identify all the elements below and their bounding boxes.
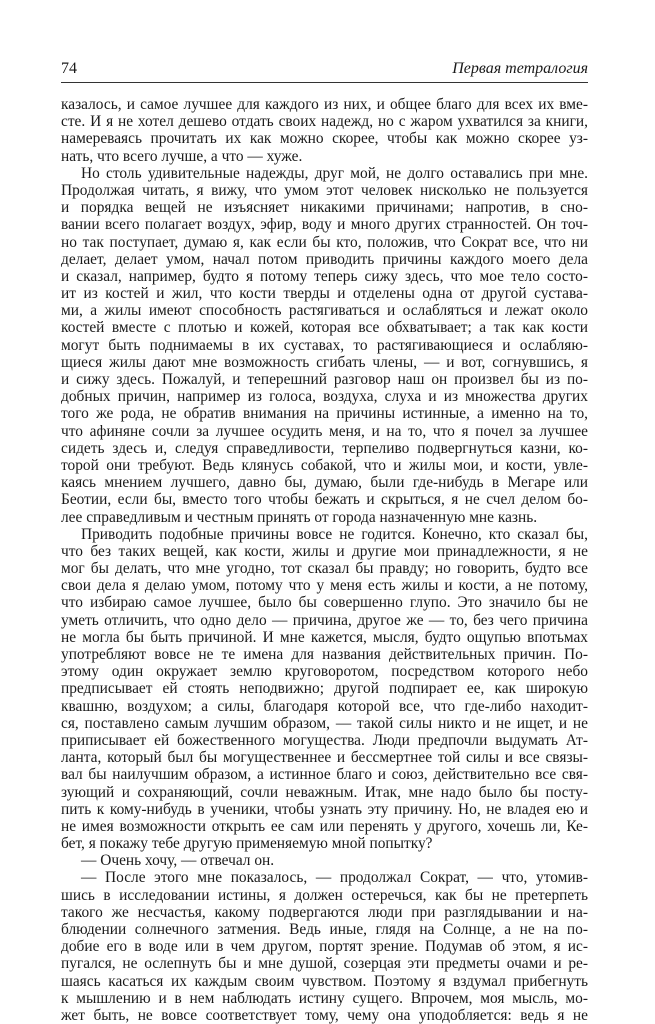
book-page bbox=[61, 0, 588, 1024]
text-line: щиеся жилы дают мне возможность сгибать члены, — и вот, согнувшись, я bbox=[61, 353, 588, 371]
text-line: жет быть, не вовсе соответствует тому, чему она уподобляется: ведь я не bbox=[61, 1006, 588, 1024]
text-line: и сижу здесь. Пожалуй, и теперешний разговор наш он произвел бы из по- bbox=[61, 371, 588, 388]
text-line: — Очень хочу, — отвечал он. bbox=[81, 852, 275, 870]
text-line: бет, я покажу тебе другую применяемую мной попытку? bbox=[61, 835, 433, 853]
text-line: — После этого мне показалось, — продолжал Сократ, — что, утомив- bbox=[81, 869, 588, 887]
text-line: ит из костей и жил, что кости тверды и отделены одна от другой сустава- bbox=[61, 285, 588, 303]
text-line: делает, делает умом, начал потом приводить причины каждого моего дела bbox=[61, 250, 588, 268]
text-line: шись в исследовании истины, я должен остеречься, как бы не претерпеть bbox=[61, 886, 588, 904]
text-line: что без таких вещей, как кости, жилы и другие мои принадлежности, я не bbox=[61, 542, 588, 560]
text-line: Продолжая читать, я вижу, что умом этот человек нисколько не пользуется bbox=[61, 181, 588, 199]
text-line: зующий и сохраняющий, сочли неважным. Итак, мне надо было бы посту- bbox=[61, 783, 588, 801]
text-line: блюдении солнечного затмения. Ведь иные, глядя на Солнце, а не на по- bbox=[61, 921, 588, 938]
text-line: ся, поставлено самым лучшим образом, — такой силы никто и не ищет, и не bbox=[61, 714, 588, 732]
text-line: приписывает ей божественного могущества. Люди предпочли выдумать Ат- bbox=[61, 731, 588, 749]
text-line: не имея возможности открыть ее сам или перенять у другого, хочешь ли, Ке- bbox=[61, 817, 588, 835]
text-line: могут быть поднимаемы в их суставах, то растягивающиеся и ослабляю- bbox=[61, 336, 588, 354]
text-line: такого же несчастья, какому подвергаются люди при разглядывании и на- bbox=[61, 903, 588, 921]
text-line: торой они требуют. Ведь клянусь собакой, что и жилы мои, и кости, увле- bbox=[61, 456, 588, 474]
text-line: сидеть здесь и, следуя справедливости, терпеливо подвергнуться казни, ко- bbox=[61, 439, 588, 457]
text-line: вании всего полагает воздух, эфир, воду и много других странностей. Он точ- bbox=[61, 216, 588, 234]
text-line: казалось, и самое лучшее для каждого из них, и общее благо для всех их вме- bbox=[61, 96, 588, 113]
running-head bbox=[61, 60, 588, 83]
text-line: намереваясь прочитать их как можно скорее, чтобы как можно скорее уз- bbox=[61, 130, 588, 148]
text-line: добие его в воде или в чем другом, портят зрение. Подумав об этом, я ис- bbox=[61, 938, 588, 956]
section-title: Первая тетралогия bbox=[452, 60, 588, 77]
text-line: сте. И я не хотел дешево отдать своих надежд, но с жаром ухватился за книги, bbox=[61, 113, 588, 131]
text-line: предписывает ей стоять неподвижно; другой подпирает ее, как широкую bbox=[61, 680, 588, 698]
text-line: что избираю самое лучшее, было бы совершенно глупо. Это значило бы не bbox=[61, 594, 588, 612]
text-line: пить к кому-нибудь в ученики, чтобы узнать эту причину. Но, не владея ею и bbox=[61, 800, 588, 818]
text-line: добных причин, например из голоса, воздуха, слуха и из множества других bbox=[61, 388, 588, 406]
text-body bbox=[61, 96, 588, 1024]
text-line: Приводить подобные причины вовсе не годится. Конечно, кто сказал бы, bbox=[81, 525, 588, 543]
text-line: Беотии, если бы, вместо того чтобы бежать и скрыться, я не счел делом бо- bbox=[61, 491, 588, 509]
text-line: уметь отличить, что одно дело — причина, другое же — то, без чего причина bbox=[61, 611, 588, 629]
text-line: свои дела я делаю умом, потому что у меня есть жилы и кости, а не потому, bbox=[61, 577, 588, 595]
text-line: не могла бы быть причиной. И мне кажется, мысля, будто ощупью впотьмах bbox=[61, 628, 588, 646]
text-line: лее справедливым и честным принять от города назначенную мне казнь. bbox=[61, 508, 538, 526]
text-line: мог бы делать, что мне угодно, тот сказал бы правду; но говорить, будто все bbox=[61, 560, 588, 578]
text-line: но так поступает, думаю я, как если бы кто, положив, что Сократ все, что ни bbox=[61, 233, 588, 251]
text-line: того же рода, не обратив внимания на причины истинные, а именно на то, bbox=[61, 405, 588, 423]
text-line: и сказал, например, будто я потому теперь сижу здесь, что мое тело состо- bbox=[61, 267, 588, 285]
text-line: вал бы наилучшим образом, а истинное благо и союз, действительно все свя- bbox=[61, 766, 588, 784]
text-line: пугался, не ослепнуть бы и мне душой, созерцая эти предметы очами и ре- bbox=[61, 955, 588, 973]
text-line: ми, а жилы имеют способность растягиваться и ослабляться и лежат около bbox=[61, 302, 588, 320]
text-line: этому один окружает землю круговоротом, посредством которого небо bbox=[61, 663, 588, 681]
text-line: нать, что всего лучше, а что — хуже. bbox=[61, 147, 303, 165]
page-number: 74 bbox=[61, 60, 77, 77]
text-line: шаясь касаться их каждым своим чувством. Поэтому я вздумал прибегнуть bbox=[61, 972, 588, 990]
text-line: Но столь удивительные надежды, друг мой, не долго оставались при мне. bbox=[81, 164, 588, 182]
text-line: костей вместе с плотью и кожей, которая все обхватывает; а так как кости bbox=[61, 319, 588, 337]
text-line: ланта, который был бы могущественнее и бессмертнее той силы и все связы- bbox=[61, 749, 588, 767]
text-line: к мышлению и в нем наблюдать истину сущего. Впрочем, моя мысль, мо- bbox=[61, 989, 588, 1007]
text-line: употребляют вовсе не те имена для названия действительных причин. По- bbox=[61, 646, 588, 663]
text-line: и порядка вещей не изъясняет никакими причинами; напротив, в сно- bbox=[61, 199, 588, 217]
text-line: каясь мнением лучшего, давно бы, думаю, были где-нибудь в Мегаре или bbox=[61, 474, 588, 492]
text-line: что афиняне сочли за лучшее осудить меня, и на то, что я почел за лучшее bbox=[61, 422, 588, 440]
text-line: квашню, воздухом; а силы, благодаря которой все, что где-либо находит- bbox=[61, 697, 588, 715]
